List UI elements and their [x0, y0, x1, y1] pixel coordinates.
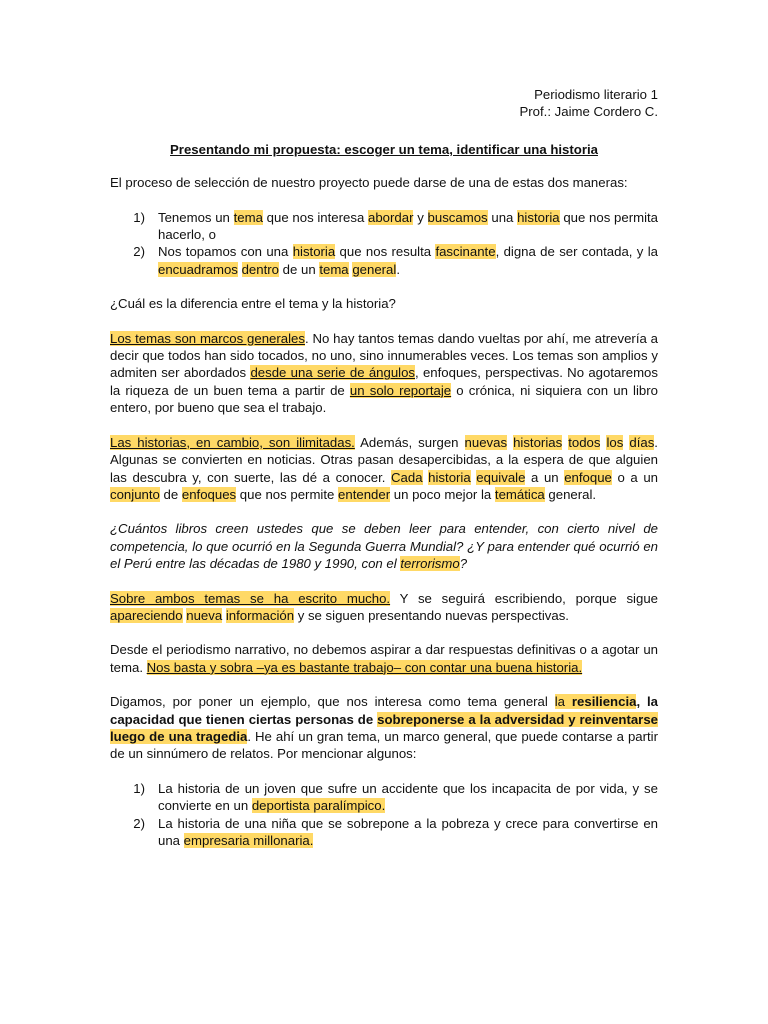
highlighted-text: encuadramos [158, 261, 238, 277]
highlighted-text: información [225, 607, 295, 623]
text-run: Tenemos un [158, 209, 234, 225]
paragraph [110, 174, 658, 191]
paragraph [110, 641, 658, 676]
text-run: La historia de una niña que se sobrepone a la pobreza y crece para convertirse en una [158, 815, 658, 848]
highlighted-text: equivale [476, 469, 526, 485]
paragraph [110, 693, 658, 763]
highlighted-text: la [554, 694, 572, 710]
text-run: Nos topamos con una [158, 244, 293, 260]
text-run: Además, surgen [354, 434, 465, 450]
paragraph [110, 330, 658, 417]
list-item [156, 243, 658, 278]
highlighted-text: empresaria millonaria. [183, 833, 314, 848]
highlighted-text: apareciendo [110, 607, 183, 623]
professor-name: Prof.: Jaime Cordero C. [519, 104, 658, 120]
highlighted-text: Nos basta y sobra –ya es bastante trabajo– con contar una buena historia. [146, 659, 583, 675]
text-run: un poco mejor la [390, 486, 495, 502]
paragraph [110, 295, 658, 312]
highlighted-text: un solo reportaje [349, 382, 452, 398]
highlighted-text: historia [428, 469, 471, 485]
highlighted-text: los [606, 434, 624, 450]
highlighted-text: abordar [368, 209, 414, 225]
text-run: Digamos, por poner un ejemplo, que nos interesa como tema general [110, 694, 555, 710]
highlighted-text: días [629, 434, 655, 450]
highlighted-text: sobreponerse a la adversidad y reinventarse luego de una tragedia [110, 711, 658, 744]
course-name: Periodismo literario 1 [534, 87, 658, 102]
text-run: Desde el periodismo narrativo, no debemos aspirar a dar respuestas definitivas o a agotar un tema. [110, 642, 658, 675]
highlighted-text: Sobre ambos temas se ha escrito mucho. [110, 590, 391, 606]
highlighted-text: enfoques [181, 486, 237, 502]
text-run: y se siguen presentando nuevas perspectivas. [294, 607, 569, 623]
text-run: ¿Cuántos libros creen ustedes que se deben leer para entender, con cierto nivel de competencia, lo que ocurrió en la Segunda Guerra Mundial? ¿Y para entender qué ocurrió en el Perú entre las décadas de 1980 y 1990, con el [110, 521, 658, 572]
highlighted-text: nueva [186, 607, 223, 623]
highlighted-text: resiliencia [571, 694, 637, 710]
text-run: . [396, 261, 400, 277]
highlighted-text: enfoque [564, 469, 612, 485]
highlighted-text: terrorismo [400, 556, 460, 572]
text-run: ? [459, 556, 468, 572]
highlighted-text: Las historias, en cambio, son ilimitadas. [110, 434, 355, 450]
text-run: o a un [611, 469, 659, 485]
highlighted-text: conjunto [110, 486, 160, 502]
list-item [156, 209, 658, 244]
text-run: que nos interesa [262, 209, 369, 225]
highlighted-text: desde una serie de ángulos [250, 365, 416, 381]
text-run: general. [544, 486, 597, 502]
document-title: Presentando mi propuesta: escoger un tema, identificar una historia [170, 141, 598, 157]
highlighted-text: nuevas [464, 434, 508, 450]
text-run: y [413, 209, 428, 225]
highlighted-text: entender [338, 486, 391, 502]
document-body [110, 174, 658, 849]
highlighted-text: tema [233, 209, 263, 225]
highlighted-text: buscamos [427, 209, 488, 225]
text-run: , la capacidad que tienen ciertas personas de [110, 694, 659, 727]
highlighted-text: dentro [241, 261, 279, 277]
text-run: . He ahí un gran tema, un marco general, que puede contarse a partir de un sinnúmero de relatos. Por mencionar algunos: [110, 728, 658, 762]
highlighted-text: fascinante [435, 244, 496, 260]
highlighted-text: Cada [391, 469, 423, 485]
highlighted-text: todos [568, 434, 601, 450]
highlighted-text: tema [319, 261, 349, 277]
list-item [156, 780, 658, 815]
text-run: que nos permite [236, 486, 339, 502]
paragraph [110, 590, 658, 625]
paragraph [110, 434, 658, 504]
highlighted-text: temática [494, 486, 545, 502]
highlighted-text: historia [517, 209, 560, 225]
text-run: de un [278, 261, 320, 277]
text-run: de [159, 486, 182, 502]
highlighted-text: deportista paralímpico. [251, 798, 386, 814]
numbered-list [110, 780, 658, 850]
highlighted-text: general [352, 261, 397, 277]
document-header [110, 86, 658, 121]
text-run: que nos permita hacerlo, o [158, 209, 659, 243]
text-run: La historia de un joven que sufre un accidente que los incapacita de por vida, y se convierte en un [158, 780, 658, 814]
text-run: , digna de ser contada, y la [495, 244, 659, 260]
highlighted-text: historias [513, 434, 563, 450]
paragraph [110, 520, 658, 572]
text-run: a un [525, 469, 565, 485]
text-run: . No hay tantos temas dando vueltas por ahí, me atrevería a decir que todos han sido tocados, no uno, sino innumerables veces. Los temas son amplios y admiten ser abordados [110, 330, 658, 381]
highlighted-text: Los temas son marcos generales [110, 330, 305, 346]
text-run: . Algunas se convierten en noticias. Otras pasan desapercibidas, a la espera de que alguien las descubra y, con suerte, las dé a conocer. [110, 434, 658, 485]
text-run: ¿Cuál es la diferencia entre el tema y la historia? [110, 296, 396, 312]
text-run: una [487, 209, 518, 225]
text-run: El proceso de selección de nuestro proyecto puede darse de una de estas dos maneras: [110, 175, 628, 191]
list-item [156, 815, 658, 850]
text-run: que nos resulta [335, 244, 436, 260]
text-run: , enfoques, perspectivas. No agotaremos la riqueza de un buen tema a partir de [110, 365, 658, 398]
text-run: Y se seguirá escribiendo, porque sigue [390, 590, 658, 606]
highlighted-text: historia [292, 244, 336, 260]
text-run: o crónica, ni siquiera con un libro entero, por bueno que sea el trabajo. [110, 382, 658, 416]
numbered-list [110, 209, 658, 279]
